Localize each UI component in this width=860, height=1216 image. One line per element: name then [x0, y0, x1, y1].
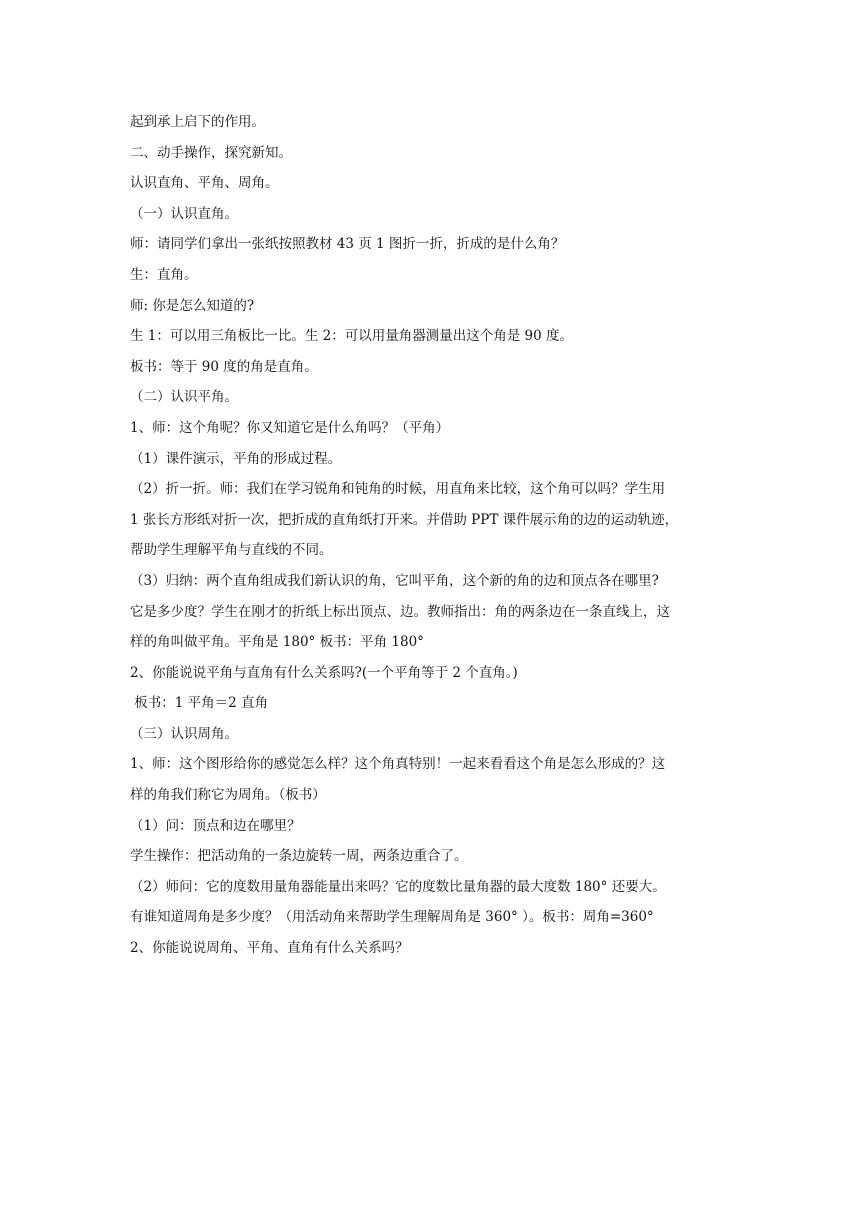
text-line: 它是多少度？学生在刚才的折纸上标出顶点、边。教师指出：角的两条边在一条直线上，这 — [130, 603, 670, 620]
text-line: 起到承上启下的作用。 — [130, 114, 265, 130]
text-line: 1 张长方形纸对折一次，把折成的直角纸打开来。并借助 PPT 课件展示角的边的运动轨迹， — [130, 511, 679, 528]
text-line: 认识直角、平角、周角。 — [130, 175, 279, 192]
text-line: 板书：等于 90 度的角是直角。 — [130, 358, 318, 375]
text-line: 生 1：可以用三角板比一比。生 2：可以用量角器测量出这个角是 90 度。 — [130, 328, 574, 345]
text-line: （1）问：顶点和边在哪里？ — [130, 817, 301, 834]
text-line: （3）归纳：两个直角组成我们新认识的角，它叫平角，这个新的角的边和顶点各在哪里? — [130, 572, 659, 589]
text-line: （2）师问：它的度数用量角器能量出来吗？它的度数比量角器的最大度数 180° 还要大。 — [130, 878, 666, 895]
subsection-heading: （三）认识周角。 — [130, 725, 238, 742]
text-line: 板书：1 平角＝2 直角 — [130, 695, 269, 712]
subsection-heading: （二）认识平角。 — [130, 389, 238, 406]
subsection-heading: （一）认识直角。 — [130, 205, 238, 222]
text-line: 学生操作：把活动角的一条边旋转一周，两条边重合了。 — [130, 848, 468, 865]
text-line: （2）折一折。师：我们在学习锐角和钝角的时候，用直角来比较，这个角可以吗？学生用 — [130, 481, 666, 498]
text-line: 师：请同学们拿出一张纸按照教材 43 页 1 图折一折，折成的是什么角？ — [130, 236, 565, 253]
document-body — [130, 107, 740, 964]
text-line: 师: 你是怎么知道的? — [130, 297, 255, 314]
section-heading: 二、动手操作，探究新知。 — [130, 144, 292, 161]
text-line: 帮助学生理解平角与直线的不同。 — [130, 542, 333, 559]
text-line: 2、你能说说平角与直角有什么关系吗?(一个平角等于 2 个直角。) — [130, 664, 518, 681]
text-line: 有谁知道周角是多少度？（用活动角来帮助学生理解周角是 360° ）。板书：周角=360° — [130, 909, 654, 926]
text-line: 样的角我们称它为周角。（板书） — [130, 787, 326, 804]
text-line: （1）课件演示，平角的形成过程。 — [130, 450, 342, 467]
text-line: 2、你能说说周角、平角、直角有什么关系吗？ — [130, 940, 409, 957]
text-line: 1、师：这个图形给你的感觉怎么样？这个角真特别！一起来看看这个角是怎么形成的？这 — [130, 756, 666, 773]
text-line: 生：直角。 — [130, 266, 198, 283]
text-line: 1、师：这个角呢？你又知道它是什么角吗？（平角） — [130, 419, 450, 436]
text-line: 样的角叫做平角。平角是 180° 板书：平角 180° — [130, 634, 424, 651]
